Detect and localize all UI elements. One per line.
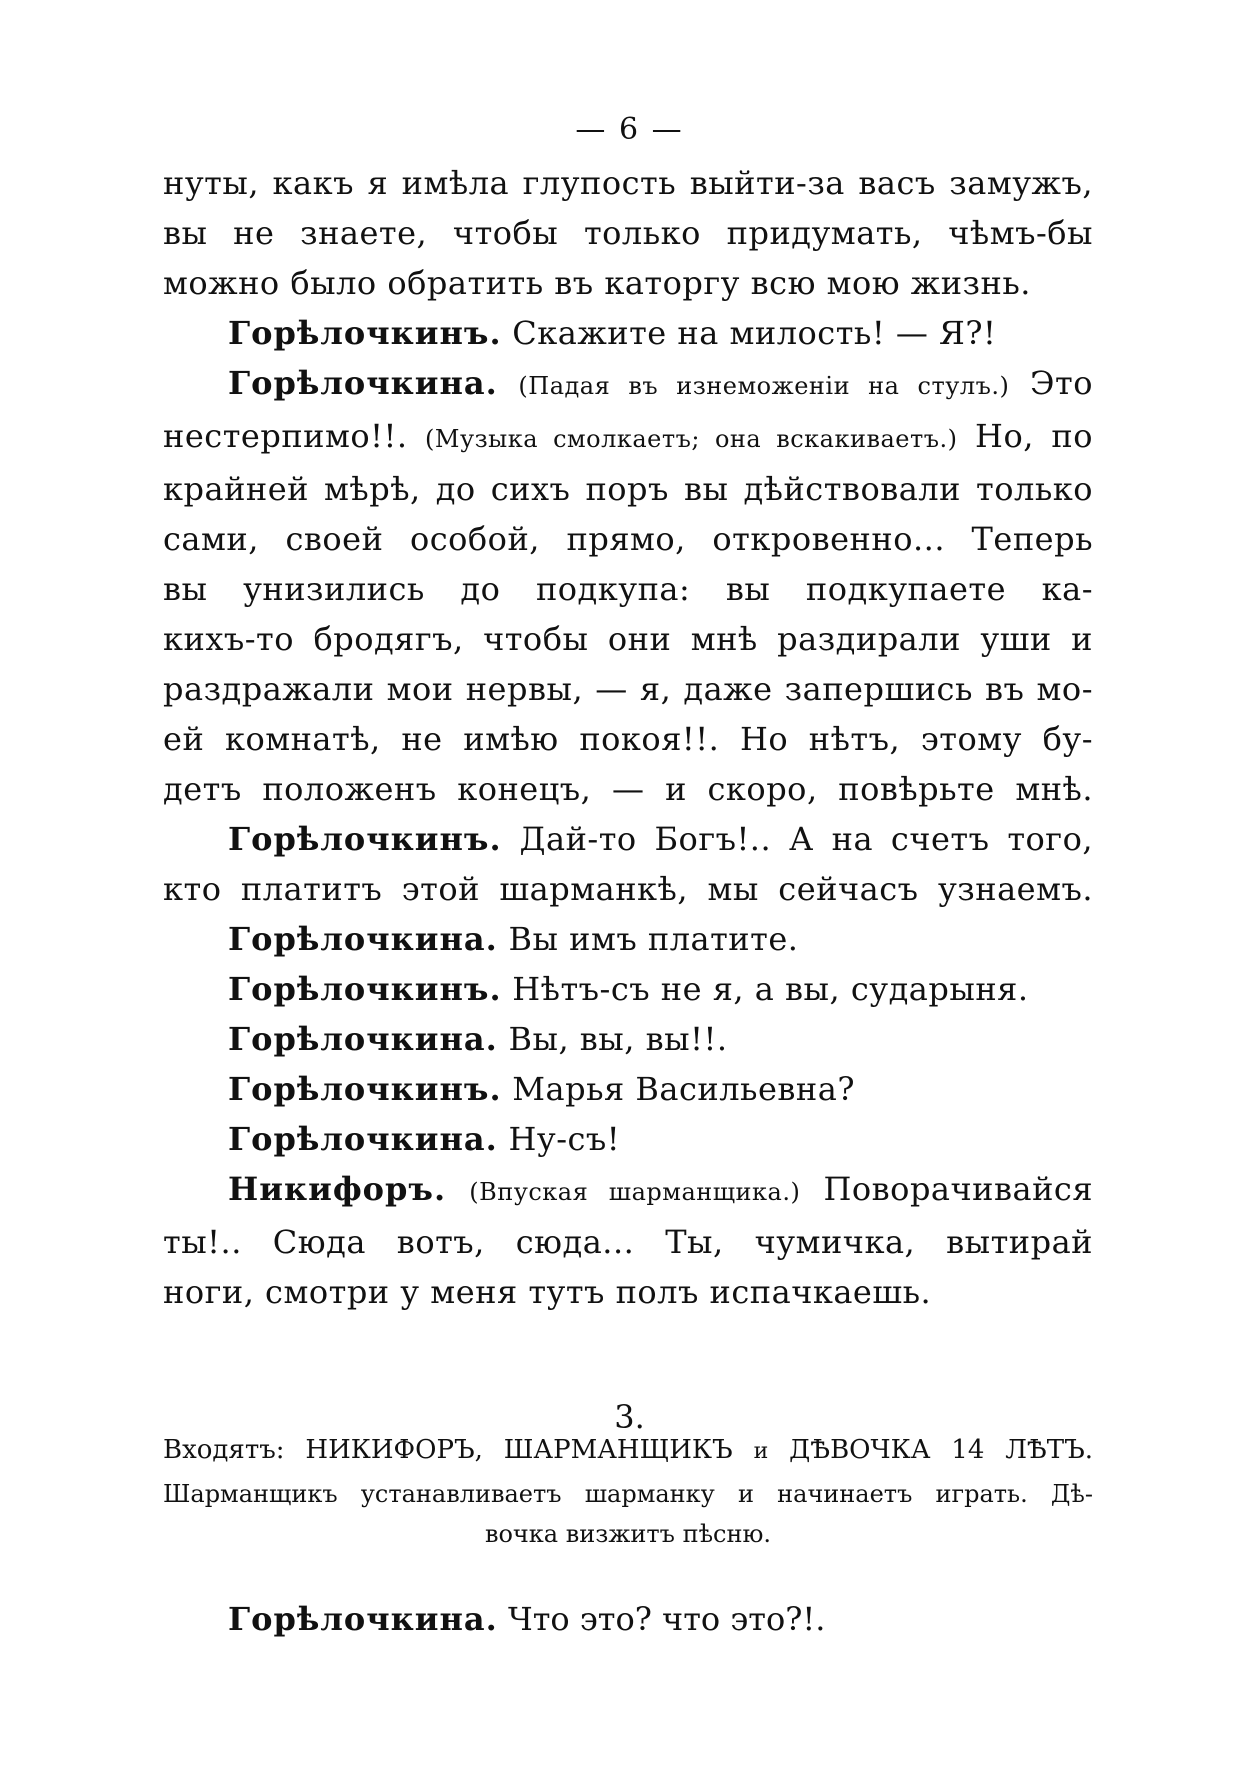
dialogue-text: Вы имъ платите. <box>508 920 799 958</box>
dialogue-text: Что это? что это?!. <box>507 1600 826 1638</box>
dialogue-text: Вы, вы, вы!!. <box>508 1020 728 1058</box>
text-line: кто платитъ этой шарманкѣ, мы сейчасъ узнаемъ. <box>163 870 1093 908</box>
dialogue-text: Ну-съ! <box>508 1120 621 1158</box>
description-line: Шарманщикъ устанавливаетъ шарманку и начинаетъ играть. Дѣ- <box>163 1480 1093 1508</box>
text-line: раздражали мои нервы, — я, даже запершись въ мо- <box>163 670 1093 708</box>
section-number: 3. <box>614 1398 645 1436</box>
dialogue-text: Дай-то Богъ!.. А на счетъ того, <box>519 820 1094 858</box>
entrance-names: НИКИФОРЪ, ШАРМАНЩИКЪ <box>305 1435 733 1465</box>
dialogue-text: Нѣтъ-съ не я, а вы, сударыня. <box>512 970 1029 1008</box>
dialogue-line <box>163 814 1093 864</box>
text-line <box>163 411 1093 464</box>
text-line: вы не знаете, чтобы только придумать, чѣмъ-бы <box>163 214 1093 252</box>
dialogue-line <box>163 964 1093 1014</box>
speaker-name: Горѣлочкина. <box>228 920 498 958</box>
stage-description <box>163 1474 1093 1554</box>
dialogue-text: Скажите на милость! — Я?! <box>512 314 997 352</box>
text-block <box>163 158 1093 1317</box>
text-line: ей комнатѣ, не имѣю покоя!!. Но нѣтъ, этому бу- <box>163 720 1093 758</box>
dialogue-line <box>163 914 1093 964</box>
stage-direction: (Музыка смолкаетъ; она вскакиваетъ.) <box>425 425 958 453</box>
speaker-name: Горѣлочкина. <box>228 1020 498 1058</box>
dialogue-line <box>163 1064 1093 1114</box>
entrance-prefix: Входятъ: <box>163 1435 285 1465</box>
speaker-name: Горѣлочкинъ. <box>228 820 502 858</box>
text-line: сами, своей особой, прямо, откровенно... Теперь <box>163 520 1093 558</box>
dialogue-line <box>163 1594 825 1644</box>
dialogue-line <box>163 1164 1093 1217</box>
text-line: ноги, смотри у меня тутъ полъ испачкаешь. <box>163 1273 932 1311</box>
stage-direction: (Впуская шарманщика.) <box>469 1178 801 1206</box>
entrance-line <box>163 1432 1093 1470</box>
dialogue-line <box>163 358 1093 411</box>
speaker-name: Горѣлочкина. <box>228 1600 498 1638</box>
text-line: вы унизились до подкупа: вы подкупаете ка- <box>163 570 1093 608</box>
description-line: вочка визжитъ пѣсню. <box>484 1520 772 1548</box>
text-line: нуты, какъ я имѣла глупость выйти-за васъ замужъ, <box>163 164 1093 202</box>
page-number: — 6 — <box>575 112 684 147</box>
dialogue-text: Поворачивайся <box>823 1170 1094 1208</box>
text-line: детъ положенъ конецъ, — и скоро, повѣрьте мнѣ. <box>163 770 1093 808</box>
speaker-name: Горѣлочкина. <box>228 364 498 402</box>
dialogue-line <box>163 1014 1093 1064</box>
speaker-name: Горѣлочкинъ. <box>228 314 502 352</box>
dialogue-line <box>163 308 1093 358</box>
entrance-and: и <box>753 1439 769 1464</box>
text-line: кихъ-то бродягъ, чтобы они мнѣ раздирали уши и <box>163 620 1093 658</box>
stage-direction: (Падая въ изнеможенiи на стулъ.) <box>518 372 1010 400</box>
text-line: можно было обратить въ каторгу всю мою жизнь. <box>163 264 1031 302</box>
text-line: ты!.. Сюда вотъ, сюда... Ты, чумичка, вытирай <box>163 1223 1093 1261</box>
entrance-last: ДѢВОЧКА 14 ЛѢТЪ. <box>789 1435 1093 1465</box>
text-line: крайней мѣрѣ, до сихъ поръ вы дѣйствовали только <box>163 470 1093 508</box>
speaker-name: Горѣлочкина. <box>228 1120 498 1158</box>
dialogue-line <box>163 1114 1093 1164</box>
speaker-name: Горѣлочкинъ. <box>228 1070 502 1108</box>
dialogue-text: Но, по <box>975 417 1093 455</box>
speaker-name: Горѣлочкинъ. <box>228 970 502 1008</box>
dialogue-text: нестерпимо!!. <box>163 417 408 455</box>
dialogue-text: Это <box>1030 364 1093 402</box>
speaker-name: Никифоръ. <box>228 1170 447 1208</box>
dialogue-text: Марья Васильевна? <box>512 1070 855 1108</box>
